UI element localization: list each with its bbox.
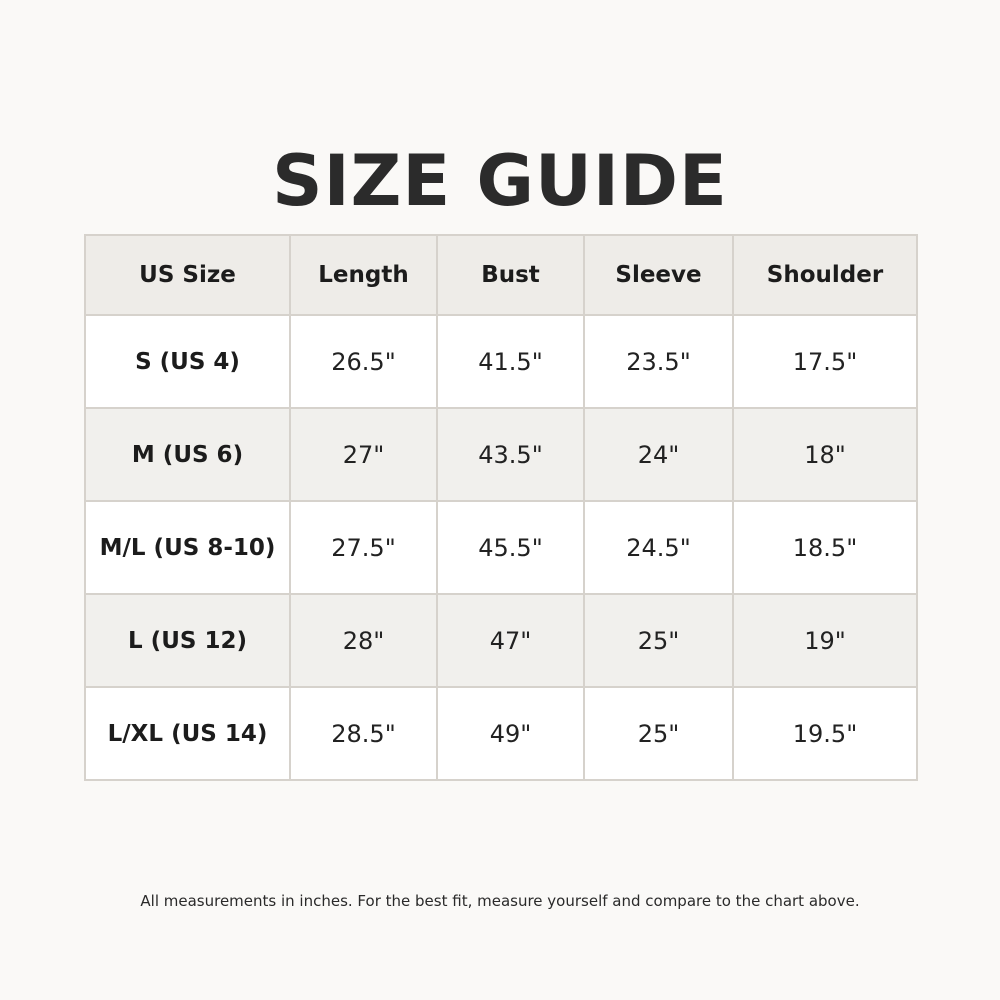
table-row (85, 687, 917, 780)
header-length: Length (290, 235, 437, 315)
length-cell: 27.5" (290, 501, 437, 594)
page-title: SIZE GUIDE (272, 139, 728, 222)
table-row (85, 408, 917, 501)
size-table (84, 234, 918, 781)
header-bust: Bust (437, 235, 584, 315)
shoulder-cell: 17.5" (733, 315, 917, 408)
shoulder-cell: 19.5" (733, 687, 917, 780)
shoulder-cell: 19" (733, 594, 917, 687)
sleeve-cell: 23.5" (584, 315, 733, 408)
sleeve-cell: 24.5" (584, 501, 733, 594)
bust-cell: 49" (437, 687, 584, 780)
table-header-row (85, 235, 917, 315)
header-shoulder: Shoulder (733, 235, 917, 315)
table-row (85, 315, 917, 408)
sleeve-cell: 24" (584, 408, 733, 501)
header-sleeve: Sleeve (584, 235, 733, 315)
size-cell: S (US 4) (85, 315, 290, 408)
size-cell: M (US 6) (85, 408, 290, 501)
sleeve-cell: 25" (584, 594, 733, 687)
footnote: All measurements in inches. For the best fit, measure yourself and compare to the chart above. (140, 892, 860, 910)
size-cell: L (US 12) (85, 594, 290, 687)
bust-cell: 43.5" (437, 408, 584, 501)
shoulder-cell: 18.5" (733, 501, 917, 594)
bust-cell: 47" (437, 594, 584, 687)
length-cell: 26.5" (290, 315, 437, 408)
size-cell: M/L (US 8-10) (85, 501, 290, 594)
table-row (85, 594, 917, 687)
length-cell: 28.5" (290, 687, 437, 780)
table-row (85, 501, 917, 594)
bust-cell: 41.5" (437, 315, 584, 408)
bust-cell: 45.5" (437, 501, 584, 594)
length-cell: 27" (290, 408, 437, 501)
length-cell: 28" (290, 594, 437, 687)
size-cell: L/XL (US 14) (85, 687, 290, 780)
header-us-size: US Size (85, 235, 290, 315)
shoulder-cell: 18" (733, 408, 917, 501)
sleeve-cell: 25" (584, 687, 733, 780)
